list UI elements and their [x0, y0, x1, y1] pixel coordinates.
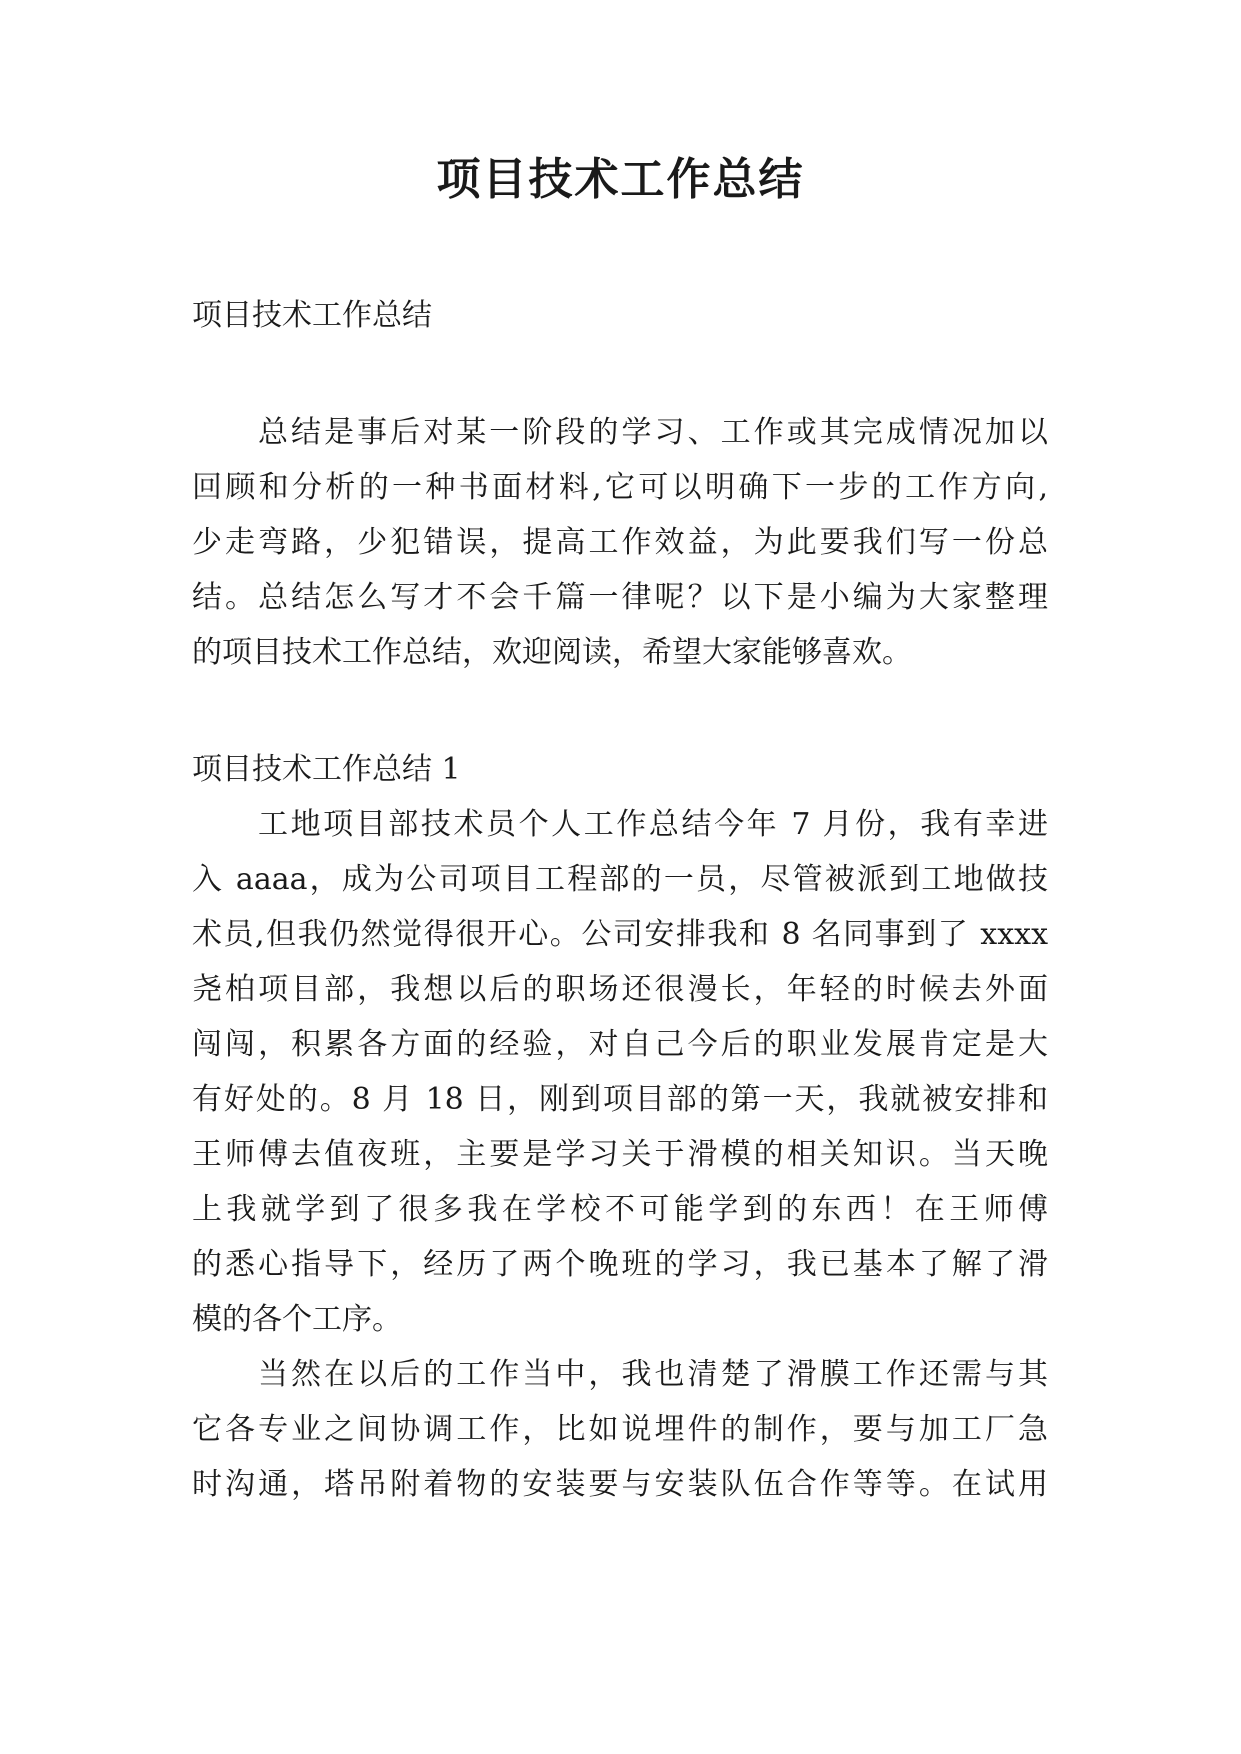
document-body — [192, 288, 1048, 1512]
paragraph-line: 模的各个工序。 — [192, 1302, 402, 1337]
paragraph-line: 它各专业之间协调工作，比如说埋件的制作，要与加工厂急 — [192, 1412, 1048, 1447]
intro-line: 结。总结怎么写才不会千篇一律呢？以下是小编为大家整理 — [192, 580, 1048, 615]
body-paragraph-2 — [192, 1347, 1048, 1512]
paragraph-line: 的悉心指导下，经历了两个晚班的学习，我已基本了解了滑 — [192, 1247, 1048, 1282]
section-heading: 项目技术工作总结 1 — [192, 752, 461, 787]
paragraph-line: 王师傅去值夜班，主要是学习关于滑模的相关知识。当天晚 — [192, 1137, 1048, 1172]
intro-paragraph — [192, 405, 1048, 680]
paragraph-line: 工地项目部技术员个人工作总结今年 7 月份，我有幸进 — [258, 807, 1048, 842]
paragraph-line: 上我就学到了很多我在学校不可能学到的东西！在王师傅 — [192, 1192, 1048, 1227]
document-subtitle: 项目技术工作总结 — [192, 298, 432, 333]
paragraph-line: 当然在以后的工作当中，我也清楚了滑膜工作还需与其 — [258, 1357, 1048, 1392]
paragraph-line: 入 aaaa，成为公司项目工程部的一员，尽管被派到工地做技 — [192, 862, 1048, 897]
paragraph-line: 尧柏项目部，我想以后的职场还很漫长，年轻的时候去外面 — [192, 972, 1048, 1007]
intro-line: 少走弯路，少犯错误，提高工作效益，为此要我们写一份总 — [192, 525, 1048, 560]
intro-line: 的项目技术工作总结，欢迎阅读，希望大家能够喜欢。 — [192, 635, 912, 670]
paragraph-line: 有好处的。8 月 18 日，刚到项目部的第一天，我就被安排和 — [192, 1082, 1048, 1117]
paragraph-line: 术员,但我仍然觉得很开心。公司安排我和 8 名同事到了 xxxx — [192, 917, 1048, 952]
paragraph-line: 时沟通，塔吊附着物的安装要与安装队伍合作等等。在试用 — [192, 1467, 1048, 1502]
paragraph-line: 闯闯，积累各方面的经验，对自己今后的职业发展肯定是大 — [192, 1027, 1048, 1062]
body-paragraph-1 — [192, 797, 1048, 1347]
intro-line: 回顾和分析的一种书面材料,它可以明确下一步的工作方向, — [192, 470, 1048, 505]
document-title: 项目技术工作总结 — [436, 154, 805, 205]
intro-line: 总结是事后对某一阶段的学习、工作或其完成情况加以 — [258, 415, 1048, 450]
